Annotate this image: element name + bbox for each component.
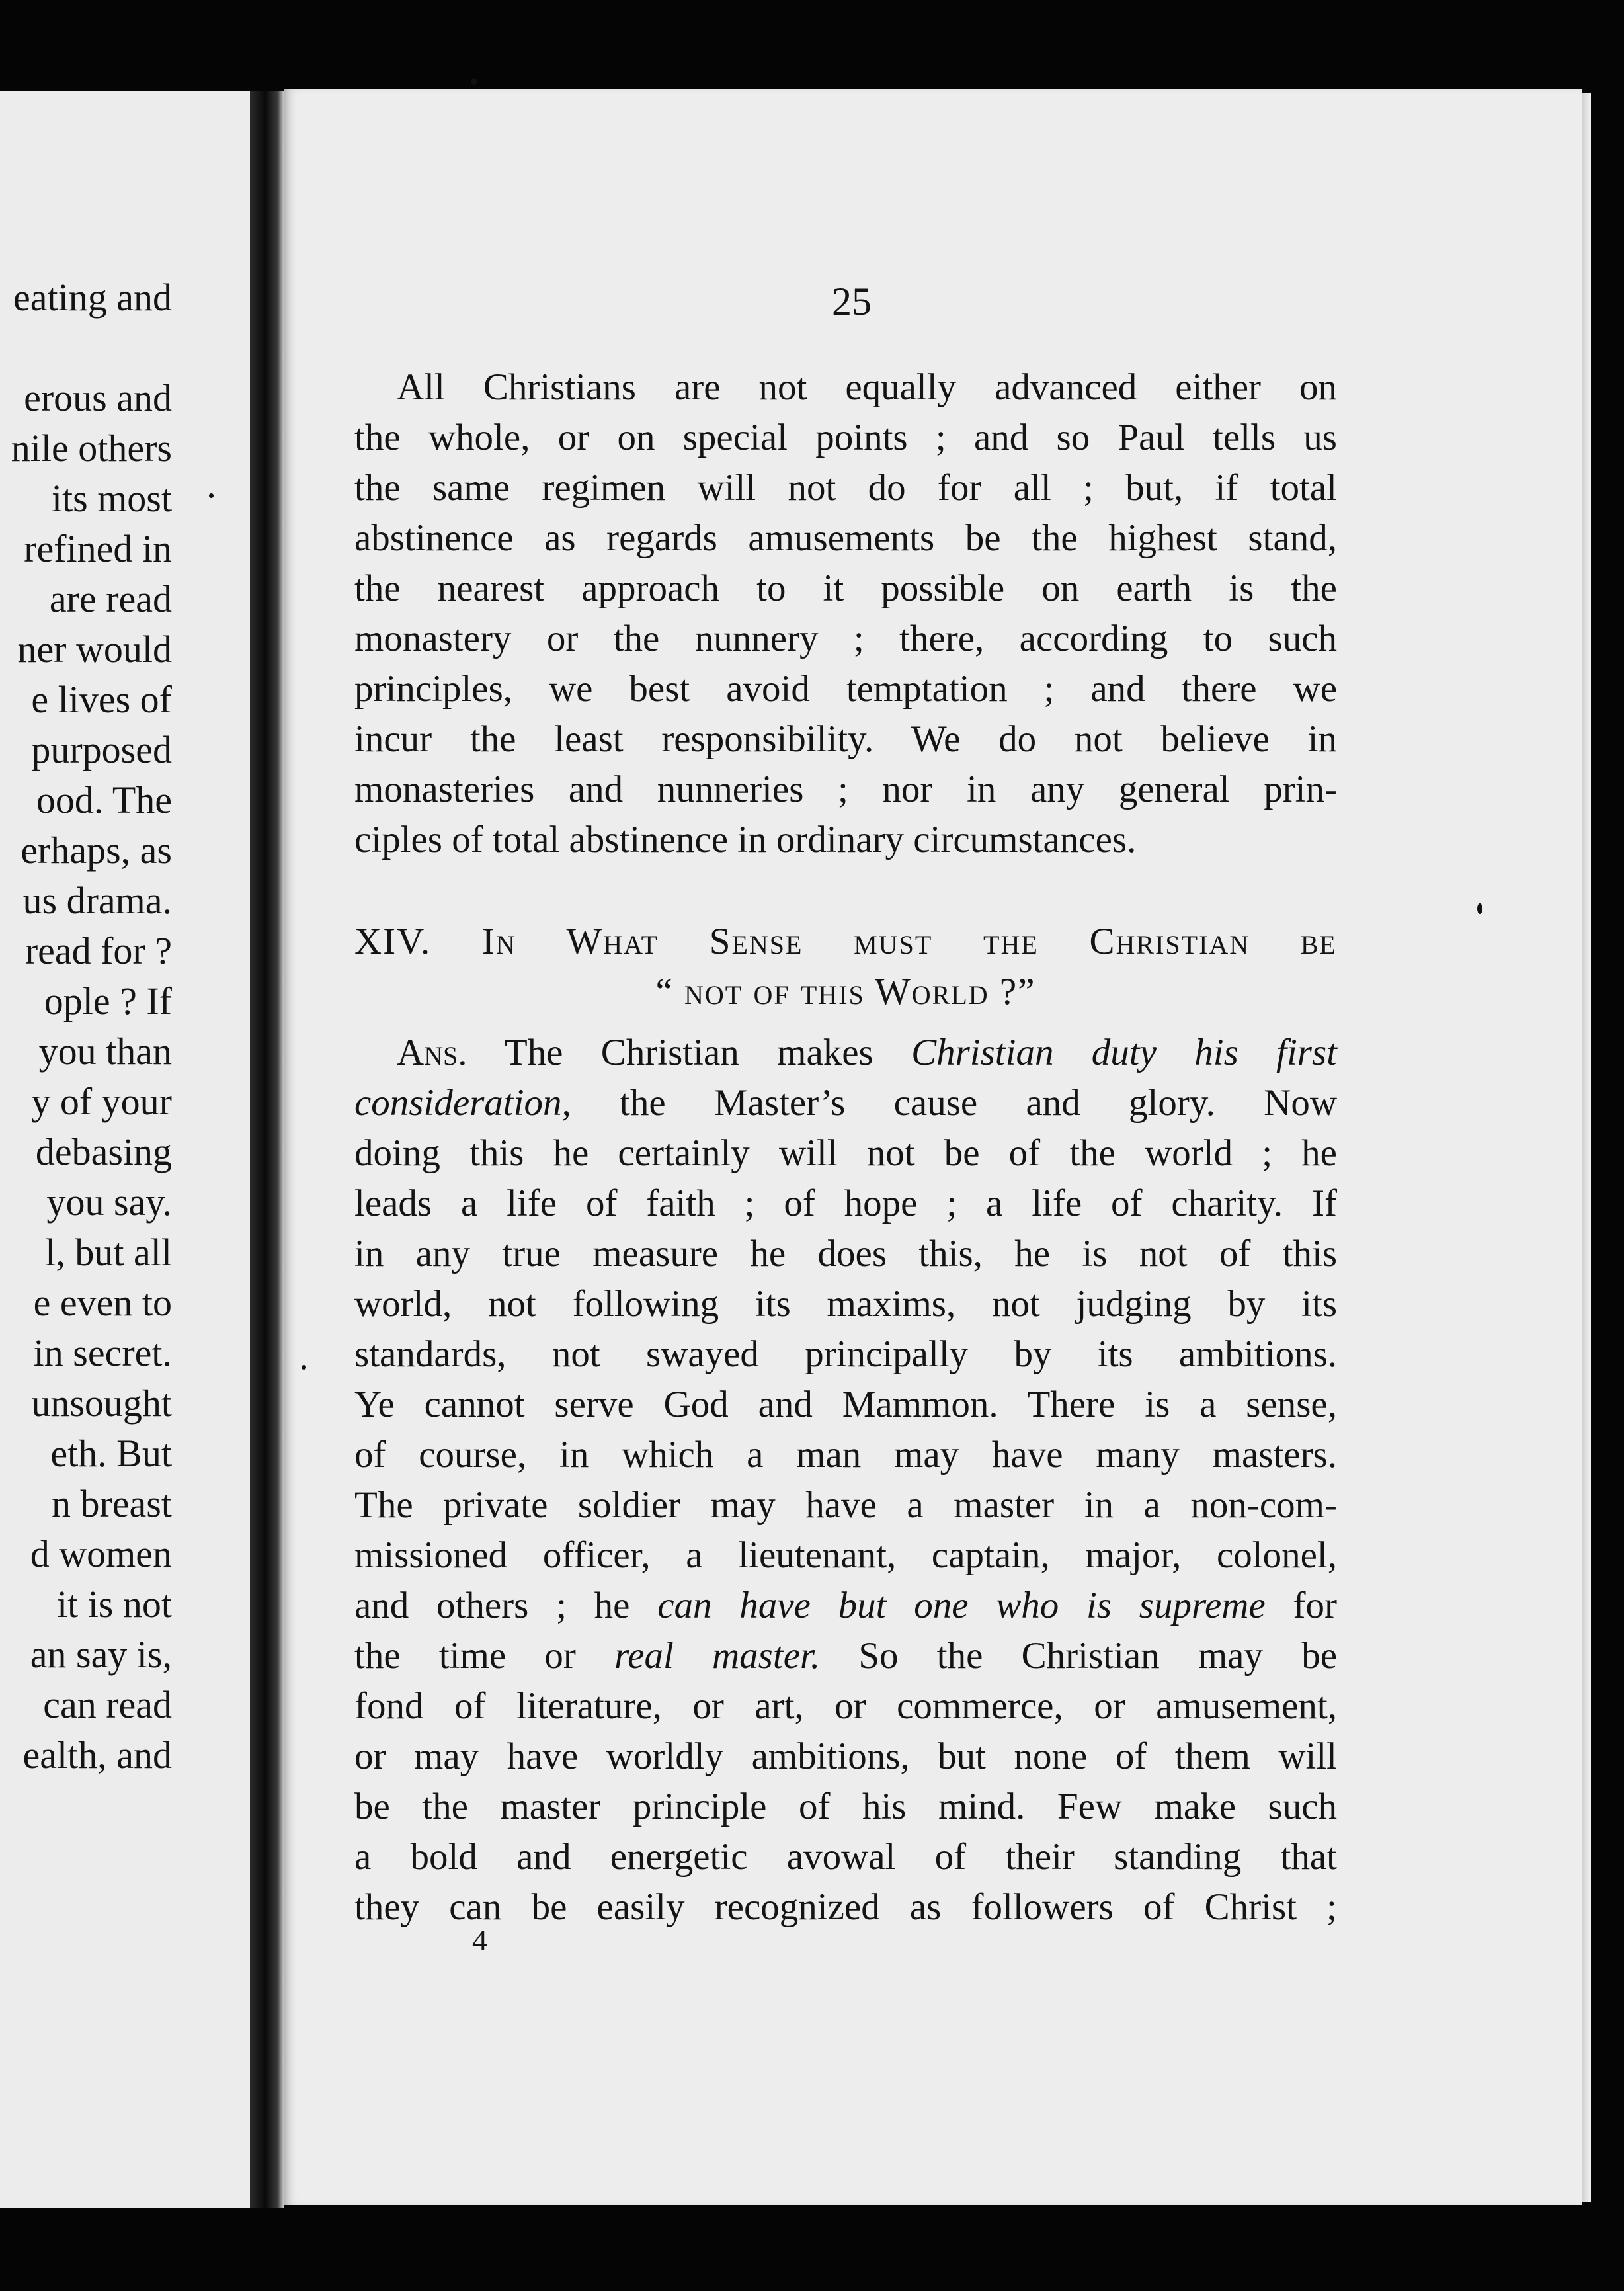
left-page-line: can read [43, 1683, 172, 1726]
text-line: of course, in which a man may have many masters. [354, 1434, 1337, 1476]
italic-span: Christian duty his first [911, 1032, 1337, 1073]
text-span: for [1265, 1585, 1337, 1626]
heading-line-1: XIV. In What Sense must the Christian be [354, 921, 1337, 962]
text-line: standards, not swayed principally by its ambitions. [354, 1333, 1337, 1375]
left-page-line: erous and [24, 376, 172, 419]
text-line [354, 1581, 1337, 1631]
text-line: monastery or the nunnery ; there, according to such [354, 618, 1337, 659]
book-gutter [250, 91, 284, 2208]
paragraph-1 [354, 362, 1337, 865]
left-page-line: you say. [46, 1181, 172, 1224]
text-line: ciples of total abstinence in ordinary circumstances. [354, 819, 1137, 860]
left-page-line: nile others [11, 427, 172, 470]
left-page-line: refined in [24, 527, 172, 570]
page-number: 25 [832, 280, 872, 323]
page-edge [1582, 93, 1591, 2202]
left-page-line: erhaps, as [20, 829, 172, 872]
text-line: The private soldier may have a master in a non-com- [354, 1484, 1337, 1526]
text-line [354, 1028, 1337, 1078]
text-line: leads a life of faith ; of hope ; a life of charity. If [354, 1183, 1337, 1224]
signature-mark: 4 [472, 1923, 487, 1957]
italic-span: consideration, [354, 1082, 571, 1124]
section-heading [354, 917, 1337, 1017]
left-page-line: ood. The [36, 778, 172, 821]
left-page-line: purposed [31, 728, 172, 771]
body-text [354, 362, 1337, 1933]
left-page-line: e lives of [31, 678, 172, 721]
text-line: All Christians are not equally advanced either on [397, 366, 1337, 408]
text-line: they can be easily recognized as followers of Christ ; [354, 1886, 1337, 1928]
left-page-line: us drama. [22, 879, 172, 922]
left-page-line: d women [30, 1532, 172, 1575]
text-line: Ye cannot serve God and Mammon. There is a sense, [354, 1384, 1337, 1425]
italic-span: can have but one who is supreme [657, 1585, 1266, 1626]
text-span: So the Christian may be [820, 1635, 1337, 1677]
left-page-line: n breast [52, 1482, 172, 1525]
text-line: the same regimen will not do for all ; but, if total [354, 467, 1337, 509]
heading-line-2: “ not of this World ?” [655, 971, 1036, 1013]
left-page-line: debasing [35, 1130, 172, 1173]
text-line: principles, we best avoid temptation ; and there we [354, 668, 1337, 710]
paragraph-2 [354, 1028, 1337, 1933]
text-line [354, 1078, 1337, 1128]
left-page-line: eth. But [50, 1432, 172, 1475]
text-line: doing this he certainly will not be of the world ; he [354, 1132, 1337, 1174]
scan-speck [302, 1365, 306, 1370]
left-page-line: it is not [56, 1583, 172, 1626]
left-page-line: are read [49, 577, 172, 620]
text-span: The Christian makes [467, 1032, 912, 1073]
left-page-line: eating and [13, 276, 172, 319]
text-span: the time or [354, 1635, 615, 1677]
text-line: in any true measure he does this, he is not of this [354, 1233, 1337, 1274]
text-line [354, 1631, 1337, 1681]
text-line: monasteries and nunneries ; nor in any general prin- [354, 769, 1337, 810]
left-page-line: y of your [31, 1080, 172, 1123]
text-line: abstinence as regards amusements be the highest stand, [354, 517, 1337, 559]
text-line: a bold and energetic avowal of their standing that [354, 1836, 1337, 1878]
scan-speck [1477, 903, 1482, 914]
left-page-line: ner would [17, 628, 172, 671]
left-page-line: you than [38, 1030, 172, 1073]
left-page-line: its most [51, 477, 172, 520]
text-line: or may have worldly ambitions, but none of them will [354, 1735, 1337, 1777]
italic-span: real master. [614, 1635, 821, 1677]
answer-label: Ans. [397, 1032, 467, 1073]
text-line: world, not following its maxims, not judging by its [354, 1283, 1337, 1325]
left-page-line: l, but all [45, 1231, 172, 1274]
left-page-line: unsought [31, 1382, 172, 1425]
left-page-line: an say is, [30, 1633, 172, 1676]
scan-speck [209, 493, 214, 498]
scan-speck [471, 78, 477, 85]
left-page-line: read for ? [24, 929, 172, 972]
text-line: missioned officer, a lieutenant, captain, major, colonel, [354, 1534, 1337, 1576]
text-line: incur the least responsibility. We do not believe in [354, 718, 1337, 760]
left-page-line: ealth, and [22, 1733, 172, 1776]
left-page-line: in secret. [33, 1331, 172, 1374]
text-span: and others ; he [354, 1585, 658, 1626]
text-line: the nearest approach to it possible on earth is the [354, 567, 1337, 609]
text-line: fond of literature, or art, or commerce, or amusement, [354, 1685, 1337, 1727]
text-line: be the master principle of his mind. Few make such [354, 1786, 1337, 1827]
text-line: the whole, or on special points ; and so Paul tells us [354, 417, 1337, 458]
left-page-line: ople ? If [44, 979, 172, 1022]
left-page-line: e even to [33, 1281, 172, 1324]
text-span: the Master’s cause and glory. Now [571, 1082, 1337, 1124]
facing-page-left [0, 91, 250, 2208]
